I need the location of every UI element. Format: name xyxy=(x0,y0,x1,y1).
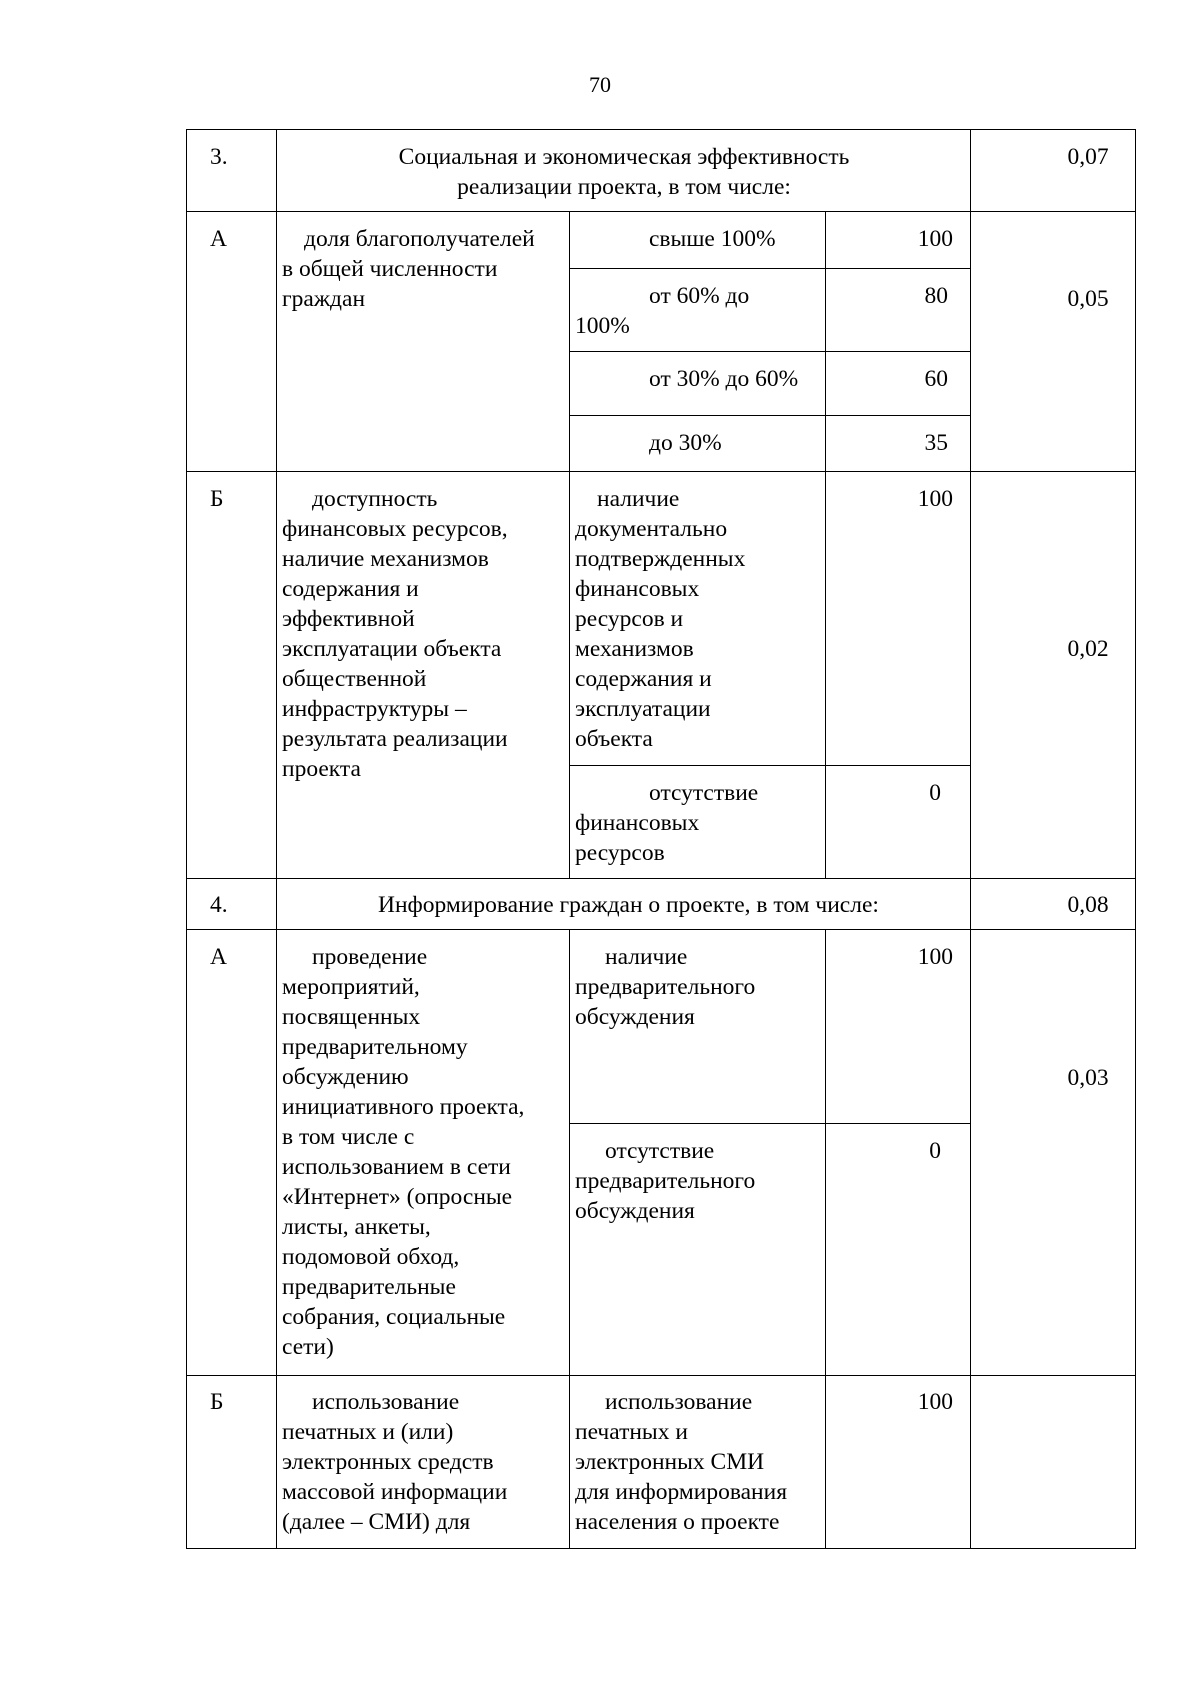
option-score: 100 xyxy=(917,226,953,252)
criterion-weight: 0,03 xyxy=(1067,1065,1109,1091)
option-score: 35 xyxy=(924,430,948,456)
criterion-weight: 0,05 xyxy=(1067,286,1109,312)
option-condition: отсутствие финансовых ресурсов xyxy=(575,780,759,866)
page-number: 70 xyxy=(589,72,611,97)
option-condition: отсутствие предварительного обсуждения xyxy=(575,1138,756,1224)
option-condition: от 60% до 100% xyxy=(575,283,750,339)
criterion-description: использование печатных и (или) электронных средств массовой информации (далее – СМИ) для xyxy=(282,1389,508,1535)
row-divider xyxy=(186,1375,1136,1376)
section-title-line1: Социальная и экономическая эффективность xyxy=(398,144,850,170)
criterion-weight: 0,02 xyxy=(1067,636,1109,662)
row-divider xyxy=(569,415,971,416)
row-divider xyxy=(186,878,1136,879)
section-number: 3. xyxy=(210,144,228,170)
section-title: Информирование граждан о проекте, в том числе: xyxy=(378,892,879,918)
criterion-letter: Б xyxy=(210,486,224,512)
criterion-description: проведение мероприятий, посвященных предварительному обсуждению инициативного проекта, в том числе с использованием в сети «Интернет» (опросные листы, анкеты, подомовой обход, предварительные собрания, социальные сети) xyxy=(282,944,525,1360)
table-border-top xyxy=(186,129,1136,130)
row-divider xyxy=(569,351,971,352)
row-divider xyxy=(569,765,971,766)
row-divider xyxy=(186,211,1136,212)
option-score: 100 xyxy=(917,944,953,970)
option-score: 0 xyxy=(929,780,941,806)
option-score: 60 xyxy=(924,366,948,392)
section-title-line2: реализации проекта, в том числе: xyxy=(457,174,791,200)
section-weight: 0,08 xyxy=(1067,892,1109,918)
criterion-letter: Б xyxy=(210,1389,224,1415)
criterion-letter: А xyxy=(210,226,227,252)
row-divider xyxy=(186,471,1136,472)
option-condition: использование печатных и электронных СМИ для информирования населения о проекте xyxy=(575,1389,788,1535)
option-score: 100 xyxy=(917,486,953,512)
column-divider xyxy=(569,929,570,1549)
option-condition: свыше 100% xyxy=(649,226,776,252)
criterion-letter: А xyxy=(210,944,227,970)
table-border-right xyxy=(1135,129,1136,1549)
section-weight: 0,07 xyxy=(1067,144,1109,170)
row-divider xyxy=(569,268,971,269)
option-score: 100 xyxy=(917,1389,953,1415)
table-border-bottom xyxy=(186,1548,1136,1549)
row-divider xyxy=(186,929,1136,930)
column-divider xyxy=(569,211,570,879)
row-divider xyxy=(569,1123,971,1124)
option-condition: наличие предварительного обсуждения xyxy=(575,944,756,1030)
criterion-description: доля благополучателей в общей численности граждан xyxy=(282,226,535,312)
option-condition: от 30% до 60% xyxy=(649,366,799,392)
option-condition: наличие документально подтвержденных финансовых ресурсов и механизмов содержания и эксплуатации объекта xyxy=(575,486,746,752)
option-score: 0 xyxy=(929,1138,941,1164)
section-number: 4. xyxy=(210,892,228,918)
option-condition: до 30% xyxy=(649,430,722,456)
column-divider xyxy=(276,129,277,1549)
option-score: 80 xyxy=(924,283,948,309)
criterion-description: доступность финансовых ресурсов, наличие механизмов содержания и эффективной эксплуатации объекта общественной инфраструктуры – результата реализации проекта xyxy=(282,486,508,782)
table-border-left xyxy=(186,129,187,1549)
column-divider xyxy=(970,129,971,1549)
